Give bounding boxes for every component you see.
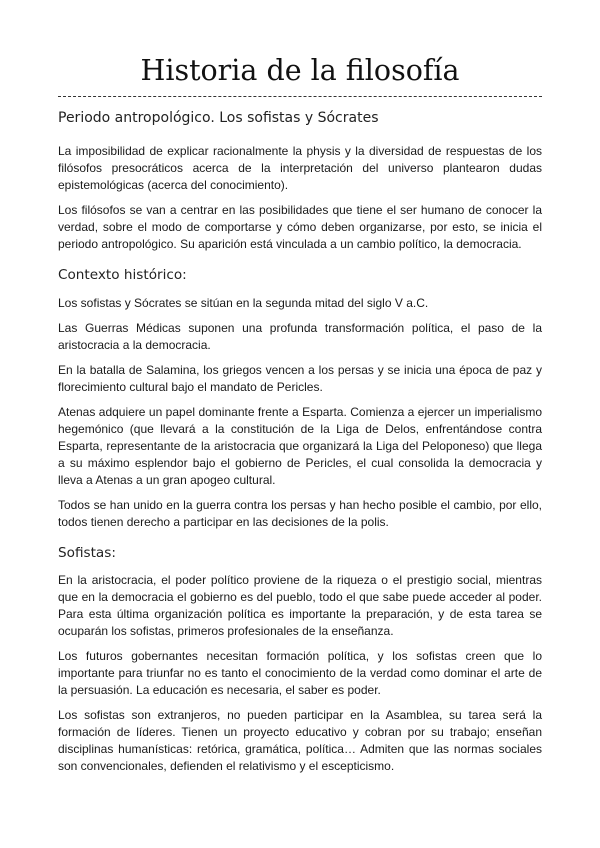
paragraph: En la aristocracia, el poder político proviene de la riqueza o el prestigio social, mientras que en la democracia el gobierno es del pueblo, todo el que sabe puede acceder al poder. Para esta última organización política es importante la preparación, y de esta tarea se ocuparán los sofistas, primeros profesionales de la enseñanza.: [58, 573, 542, 638]
title-divider: [58, 96, 542, 97]
document-title: Historia de la filosofía: [140, 54, 460, 87]
paragraph: Atenas adquiere un papel dominante frente a Esparta. Comienza a ejercer un imperialismo hegemónico (que llevará a la constitución de la Liga de Delos, enfrentándose contra Esparta, representante de la aristocracia que organizará la Liga del Peloponeso) que llega a su máximo esplendor bajo el gobierno de Pericles, el cual consolida la democracia y lleva a Atenas a un gran apogeo cultural.: [58, 405, 542, 487]
section-heading-sofistas: Sofistas:: [58, 545, 116, 561]
paragraph: La imposibilidad de explicar racionalmente la physis y la diversidad de respuestas de los filósofos presocráticos acerca de la interpretación del universo plantearon dudas epistemológicas (acerca del conocimiento).: [58, 144, 542, 192]
paragraph: Los sofistas y Sócrates se sitúan en la segunda mitad del siglo V a.C.: [58, 296, 429, 310]
section-heading-periodo: Periodo antropológico. Los sofistas y Sócrates: [58, 110, 379, 126]
document-page: [58, 0, 542, 775]
paragraph: Los sofistas son extranjeros, no pueden participar en la Asamblea, su tarea será la formación de líderes. Tienen un proyecto educativo y cobran por su trabajo; enseñan disciplinas humanísticas: retórica, gramática, política… Admiten que las normas sociales son convencionales, defienden el relativismo y el escepticismo.: [58, 708, 542, 773]
paragraph: Las Guerras Médicas suponen una profunda transformación política, el paso de la aristocracia a la democracia.: [58, 321, 542, 352]
paragraph: En la batalla de Salamina, los griegos vencen a los persas y se inicia una época de paz y florecimiento cultural bajo el mandato de Pericles.: [58, 363, 542, 394]
section-heading-contexto: Contexto histórico:: [58, 267, 187, 283]
paragraph: Los filósofos se van a centrar en las posibilidades que tiene el ser humano de conocer la verdad, sobre el modo de comportarse y cómo deben organizarse, por esto, se inicia el periodo antropológico. Su aparición está vinculada a un cambio político, la democracia.: [58, 203, 542, 251]
paragraph: Todos se han unido en la guerra contra los persas y han hecho posible el cambio, por ello, todos tienen derecho a participar en las decisiones de la polis.: [58, 498, 542, 529]
paragraph: Los futuros gobernantes necesitan formación política, y los sofistas creen que lo importante para triunfar no es tanto el conocimiento de la verdad como dominar el arte de la persuasión. La educación es necesaria, el saber es poder.: [58, 649, 542, 697]
